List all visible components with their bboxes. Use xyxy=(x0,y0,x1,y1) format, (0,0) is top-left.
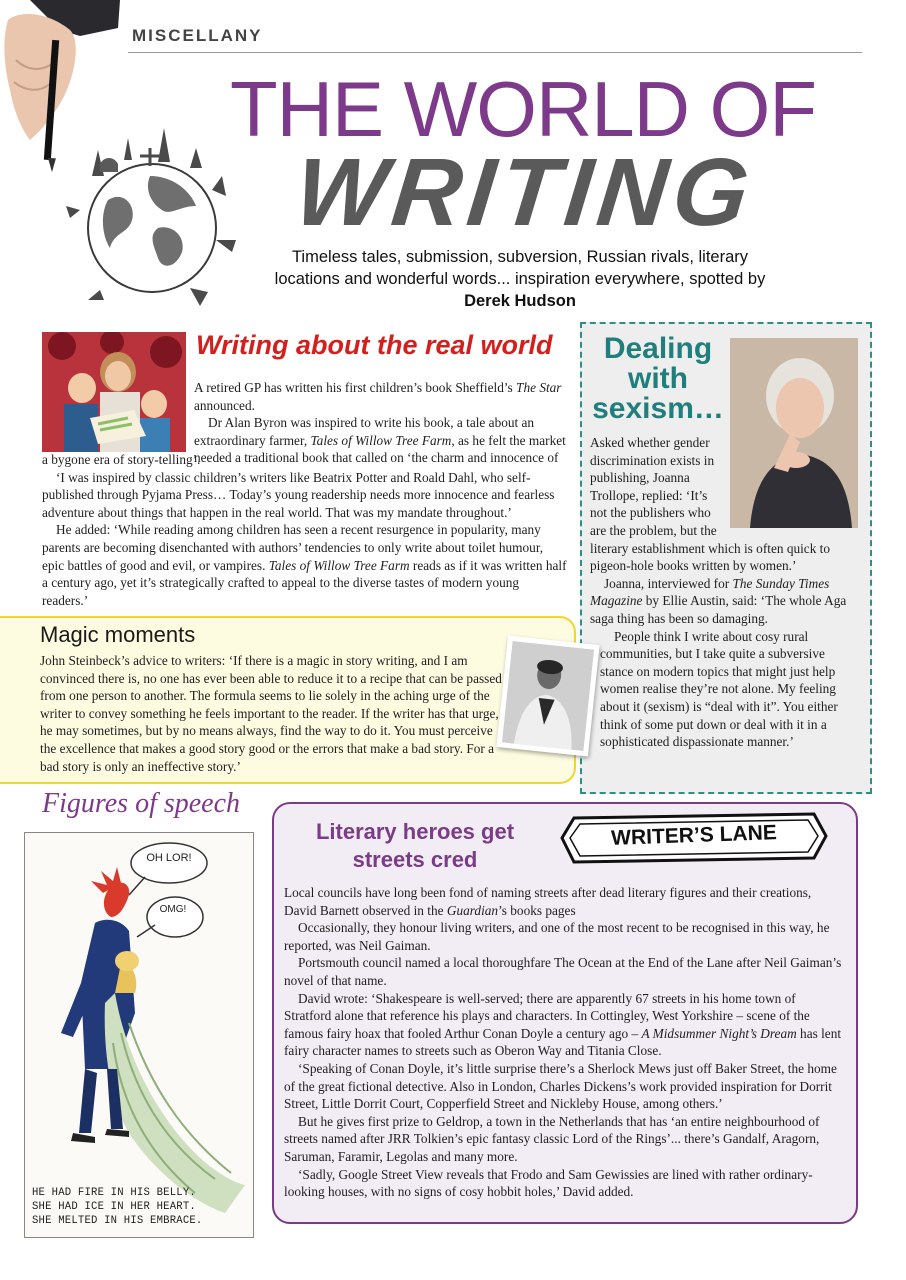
real-world-text-bottom xyxy=(42,451,568,609)
page-subtitle xyxy=(270,246,770,312)
heroes-paragraph-2: Occasionally, they honour living writers, and one of the most recent to be recognised in this way, he reported, was Neil Gaiman. xyxy=(284,920,830,953)
heroes-paragraph-4: David wrote: ‘Shakespeare is well-served; there are apparently 67 streets in his home town of Stratford alone that reference his plays and characters. In Cottingley, West Yorkshire – scene of the famous fairy hoax that fooled Arthur Conan Doyle a century ago – A Midsummer Night’s Dream has lent fairy character names to streets such as Oberon Way and Titania Close. xyxy=(284,990,842,1059)
heroes-paragraph-7: ‘Sadly, Google Street View reveals that Frodo and Sam Gewissies are lined with rather ordinary-looking houses, with no signs of cosy hobbit holes,’ David added. xyxy=(284,1166,813,1200)
children-reading-photo xyxy=(42,332,186,452)
literary-heroes-heading: Literary heroes get streets cred xyxy=(315,819,515,872)
real-world-paragraph-2-end: a bygone era of story-telling’. xyxy=(42,452,201,467)
cartoon-caption xyxy=(32,1186,252,1228)
sexism-paragraph-1-narrow: Asked whether gender discrimination exists in publishing, Joanna Trollope, replied: ‘It’s not the publishers who are the problem, but the xyxy=(590,435,717,538)
sexism-paragraph-2: Joanna, interviewed for The Sunday Times Magazine by Ellie Austin, said: ‘The whole Aga saga thing has been so damaging. xyxy=(590,575,847,626)
speech-bubble-1: OH LOR! xyxy=(146,852,192,864)
sexism-paragraph-3: People think I write about cosy rural communities, but I take quite a subversive stance on modern topics that might just help women realise they’re not alone. My feeling about it (sexism) is “deal with it”. You either think of some put down or deal with it in a sophisticated dispassionate manner.’ xyxy=(600,628,838,750)
literary-heroes-text xyxy=(284,884,844,1201)
street-sign-label: WRITER’S LANE xyxy=(610,821,778,850)
subtitle-text: Timeless tales, submission, subversion, Russian rivals, literary locations and wonderful words... inspiration everywhere, spotted by xyxy=(274,248,766,288)
speech-bubble-2: OMG! xyxy=(159,904,187,915)
section-label: MISCELLANY xyxy=(132,26,263,45)
magic-moments-heading: Magic moments xyxy=(40,622,196,647)
heroes-paragraph-6: But he gives first prize to Geldrop, a town in the Netherlands that has ‘an entire neighbourhood of streets named after JRR Tolkien’s epic fantasy classic Lord of the Rings’... there’s Gandalf, Aragorn, Saruman, Faramir, Legolas and many more. xyxy=(284,1113,820,1164)
real-world-heading: Writing about the real world xyxy=(196,330,553,360)
sexism-heading: Dealing with sexism… xyxy=(592,332,724,425)
caption-line-2: SHE HAD ICE IN HER HEART. xyxy=(32,1201,196,1213)
figures-of-speech-heading: Figures of speech xyxy=(42,788,241,819)
page-title: THE WORLD OF xyxy=(230,65,816,153)
steinbeck-portrait xyxy=(502,641,594,751)
sexism-text xyxy=(590,434,860,751)
real-world-paragraph-1: A retired GP has written his first children’s book Sheffield’s The Star announced. xyxy=(194,380,562,413)
globe-landmarks-illustration xyxy=(40,120,260,310)
real-world-paragraph-3: ‘I was inspired by classic children’s writers like Beatrix Potter and Roald Dahl, who self-published through Pyjama Press… Today’s young readership needs more innocence and fearless adventure about things that happen in the real world. That was my mandate throughout.’ xyxy=(42,469,555,520)
steinbeck-photo xyxy=(496,635,599,756)
caption-line-1: HE HAD FIRE IN HIS BELLY. xyxy=(32,1187,196,1199)
author-name: Derek Hudson xyxy=(464,292,576,310)
page-title-script: WRITING xyxy=(290,139,760,246)
heroes-paragraph-3: Portsmouth council named a local thoroughfare The Ocean at the End of the Lane after Neil Gaiman’s novel of that name. xyxy=(284,955,842,988)
real-world-paragraph-4: He added: ‘While reading among children has seen a recent resurgence in popularity, many parents are becoming disenchanted with authors’ tendencies to only write about toilet humour, epic battles of good and evil, or vampires. Tales of Willow Tree Farm reads as if it was written half a century ago, yet it’s strategically crafted to appeal to the diverse tastes of modern young readers.’ xyxy=(42,522,567,608)
real-world-paragraph-2: Dr Alan Byron was inspired to write his book, a tale about an extraordinary farmer, Tales of Willow Tree Farm, as he felt the market needed a traditional book that called on ‘the charm and innocence of xyxy=(194,415,566,466)
header-rule xyxy=(128,52,862,53)
caption-line-3: SHE MELTED IN HIS EMBRACE. xyxy=(32,1215,203,1227)
heroes-paragraph-1: Local councils have long been fond of naming streets after dead literary figures and their creations, David Barnett observed in the Guardian’s books pages xyxy=(284,885,812,918)
cartoon-illustration xyxy=(25,833,254,1238)
magic-moments-text: John Steinbeck’s advice to writers: ‘If there is a magic in story writing, and I am convinced there is, no one has ever been able to reduce it to a recipe that can be passed from one person to another. The formula seems to lie solely in the aching urge of the writer to convey something he feels important to the reader. If the writer has that urge, he may sometimes, but by no means always, find the way to do it. You must perceive the excellence that makes a good story good or the errors that make a bad story. For a bad story is only an ineffective story.’ xyxy=(40,653,502,774)
cartoon-panel xyxy=(24,832,254,1238)
heroes-paragraph-5: ‘Speaking of Conan Doyle, it’s little surprise there’s a Sherlock Mews just off Baker Street, the home of the great fictional detective. Also in London, Charles Dickens’s work provided inspiration for Dorrit Street, Little Dorrit Court, Copperfield Street and Nickleby House, among others.’ xyxy=(284,1060,837,1112)
sexism-paragraph-1-wide: literary establishment which is often quick to pigeon-hole books written by women.’ xyxy=(590,540,831,574)
